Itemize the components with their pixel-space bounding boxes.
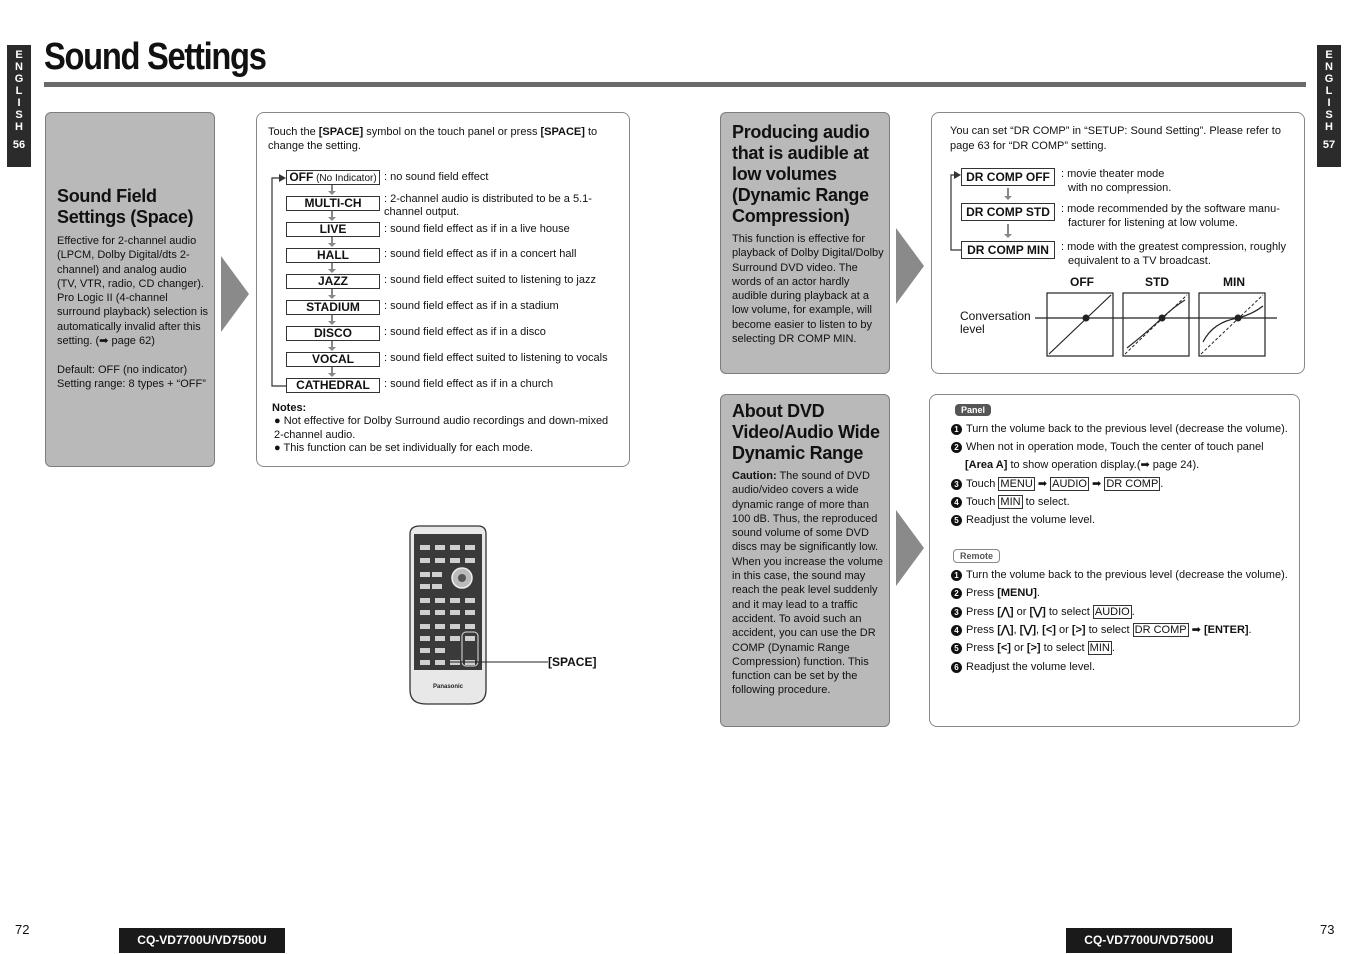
notes-heading: Notes: [272,402,307,414]
sound-field-box [45,112,215,467]
sound-mode-description: : no sound field effect [384,171,489,183]
sound-mode-jazz: JAZZ [286,274,380,289]
sound-mode-hall: HALL [286,248,380,263]
panel-step-cont: [Area A] to show operation display.(➡ page 24). [965,459,1200,471]
remote-step: 6 Readjust the volume level. [951,660,1291,674]
remote-control-illustration [400,520,500,715]
sound-mode-description: : sound field effect suited to listening to jazz [384,274,596,286]
sound-mode-description: : 2-channel audio is distributed to be a 5.1-channel output. [384,193,592,218]
space-callout-line [450,655,550,670]
sound-mode-cathedral: CATHEDRAL [286,378,380,393]
remote-step: 4 Press [⋀], [⋁], [<] or [>] to select DR COMP ➡ [ENTER]. [951,623,1291,637]
panel-step: 4 Touch MIN to select. [951,495,1291,509]
tab-letter: N [15,61,23,73]
page-title: Sound Settings [44,36,266,78]
language-tab-left [7,45,31,167]
left-arrow-icon: [<] [997,642,1011,654]
tab-letter: S [1325,109,1333,121]
sound-mode-description: : sound field effect as if in a live house [384,223,570,235]
right-arrow-icon: [>] [1071,624,1086,636]
graph-label-off: OFF [1070,275,1094,289]
sound-mode-description: : sound field effect as if in a disco [384,326,546,338]
tab-letter: E [15,49,23,61]
tab-letter: L [1325,85,1333,97]
tab-letter: G [14,73,24,85]
tab-letter: E [1325,49,1333,61]
sound-field-default: Default: OFF (no indicator) [57,364,188,376]
remote-step: 1 Turn the volume back to the previous level (decrease the volume). [951,568,1291,582]
compression-curves-graph [1035,290,1280,360]
tab-letter: H [15,121,23,133]
dvd-body: Caution: The sound of DVD audio/video covers a wide dynamic range of more than 100 dB. Thus, the reproduced sound volume of some DVD discs may be significantly low. When you increase the volume in this case, the sound may reach the peak level suddenly and it may lead to a traffic accident. To avoid such an accident, you can use the DR COMP (Dynamic Range Compression) function. This function can be set by the following procedure. [732,470,884,697]
tab-letter: L [15,85,23,97]
tab-letter: I [17,97,21,109]
tab-letter: G [1324,73,1334,85]
panel-step: 3 Touch MENU ➡ AUDIO ➡ DR COMP . [951,477,1291,491]
sound-mode-description: : sound field effect suited to listening to vocals [384,352,608,364]
remote-label: Remote [953,549,1000,563]
sound-mode-description: : sound field effect as if in a stadium [384,300,559,312]
arrow-right-icon [896,228,924,304]
sound-mode-vocal: VOCAL [286,352,380,367]
note-item: ● Not effective for Dolby Surround audio recordings and down-mixed 2-channel audio. [274,415,609,441]
left-arrow-icon: [<] [1042,624,1056,636]
dvd-heading: About DVD Video/Audio Wide Dynamic Range [732,401,880,463]
drc-mode-description: : mode with the greatest compression, roughly equivalent to a TV broadcast. [1061,241,1287,267]
dvd-box [720,394,890,727]
drc-box [720,112,890,374]
tab-letter: H [1325,121,1333,133]
tab-page-number: 57 [1322,139,1336,151]
remote-step: 3 Press [⋀] or [⋁] to select AUDIO . [951,605,1291,619]
remote-brand: Panasonic [432,684,464,690]
note-item: ● This function can be set individually for each mode. [274,442,533,454]
up-arrow-icon: [⋀] [997,624,1014,636]
panel-step: 1 Turn the volume back to the previous level (decrease the volume). [951,422,1291,436]
remote-step: 2 Press [MENU]. [951,586,1291,600]
sound-mode-stadium: STADIUM [286,300,380,315]
down-arrow-icon: [⋁] [1019,624,1037,636]
arrow-right-icon [221,256,249,332]
sound-mode-multi-ch: MULTI-CH [286,196,380,211]
space-intro: Touch the [SPACE] symbol on the touch panel or press [SPACE] to change the setting. [268,126,598,152]
sound-field-body: Effective for 2-channel audio (LPCM, Dolby Digital/dts 2-channel) and analog audio (TV, VTR, radio, CD changer). Pro Logic II (4-channel surround playback) selection is automatically invalid after this setting. (➡ page 62) [57,235,209,348]
sound-mode-description: : sound field effect as if in a church [384,378,554,390]
model-badge-right: CQ-VD7700U/VD7500U [1066,928,1232,953]
sound-mode-description: : sound field effect as if in a concert hall [384,248,577,260]
tab-letter: N [1325,61,1333,73]
drc-mode-box: DR COMP STD [961,203,1055,221]
down-arrow-icon: [⋁] [1029,606,1046,618]
drc-mode-box: DR COMP MIN [961,241,1055,259]
panel-label: Panel [955,404,991,416]
language-tab-right [1317,45,1341,167]
drc-heading: Producing audio that is audible at low volumes (Dynamic Range Compression) [732,122,870,226]
arrow-right-icon [896,510,924,586]
panel-step: 2 When not in operation mode, Touch the center of touch panel [951,440,1291,454]
model-badge-left: CQ-VD7700U/VD7500U [119,928,285,953]
drc-mode-box: DR COMP OFF [961,168,1055,186]
sound-mode-live: LIVE [286,222,380,237]
page-number-right: 73 [1320,922,1335,937]
panel-step: 5 Readjust the volume level. [951,513,1291,527]
sound-field-range: Setting range: 8 types + “OFF” [57,378,206,390]
drc-mode-description: : mode recommended by the software manu- facturer for listening at low volume. [1061,203,1280,229]
page-number-left: 72 [15,922,30,937]
drc-intro: You can set “DR COMP” in “SETUP: Sound Setting”. Please refer to page 63 for “DR COMP” setting. [950,125,1281,152]
graph-label-min: MIN [1223,275,1245,289]
title-rule [44,82,1306,87]
drc-body: This function is effective for playback of Dolby Digital/Dolby Surround DVD video. The words of an actor hardly audible during playback at a low volume, for example, will become easier to listen to by selecting DR COMP MIN. [732,233,884,346]
drc-mode-description: : movie theater mode with no compression. [1061,168,1172,194]
right-arrow-icon: [>] [1026,642,1041,654]
remote-step: 5 Press [<] or [>] to select MIN . [951,641,1291,655]
conversation-level-label: Conversation level [960,309,1031,336]
sound-mode-off: OFF (No Indicator) [286,170,380,185]
tab-letter: I [1327,97,1331,109]
sound-mode-disco: DISCO [286,326,380,341]
tab-page-number: 56 [12,139,26,151]
sound-field-heading: Sound Field Settings (Space) [57,186,194,227]
space-button-callout: [SPACE] [548,655,597,669]
tab-letter: S [15,109,23,121]
up-arrow-icon: [⋀] [997,606,1014,618]
graph-label-std: STD [1145,275,1169,289]
